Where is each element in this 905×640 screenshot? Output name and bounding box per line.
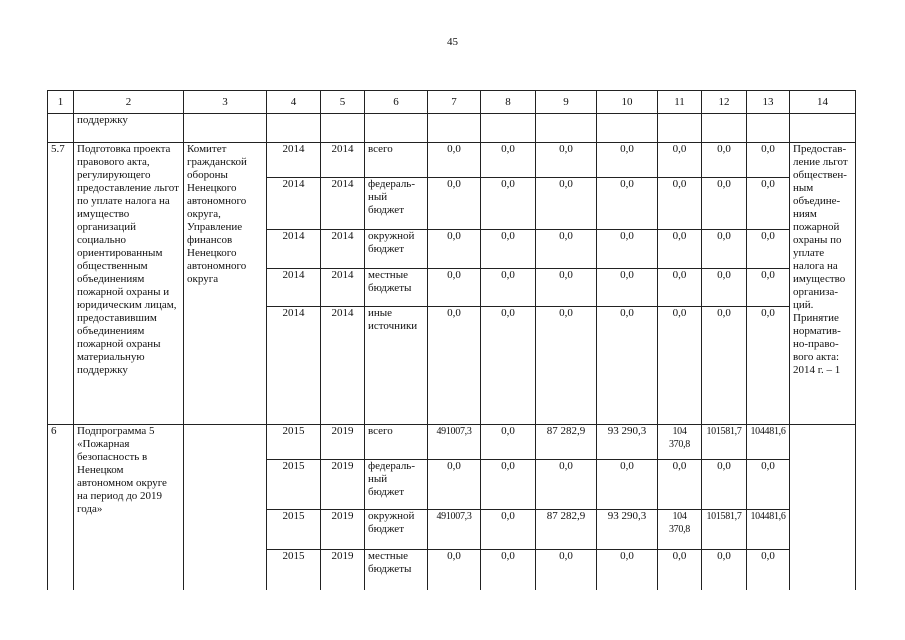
value-11: 104 370,8 xyxy=(658,425,702,460)
table-row xyxy=(48,143,856,178)
start-year: 2014 xyxy=(267,230,321,269)
value-7: 0,0 xyxy=(428,230,481,269)
value-13: 104481,6 xyxy=(747,510,790,550)
header-cell: 3 xyxy=(184,91,267,114)
end-year: 2019 xyxy=(321,510,365,550)
value-10: 93 290,3 xyxy=(597,510,658,550)
value-11: 0,0 xyxy=(658,550,702,590)
value-10: 0,0 xyxy=(597,230,658,269)
header-cell: 12 xyxy=(702,91,747,114)
program-table xyxy=(47,90,856,590)
value-9: 87 282,9 xyxy=(536,510,597,550)
value-11: 0,0 xyxy=(658,230,702,269)
value-10: 0,0 xyxy=(597,550,658,590)
value-8: 0,0 xyxy=(481,510,536,550)
continuation-row xyxy=(48,114,856,143)
value-10: 93 290,3 xyxy=(597,425,658,460)
value-8: 0,0 xyxy=(481,230,536,269)
end-year: 2014 xyxy=(321,178,365,230)
value-7: 0,0 xyxy=(428,550,481,590)
end-year: 2014 xyxy=(321,269,365,307)
value-10: 0,0 xyxy=(597,269,658,307)
value-7: 491007,3 xyxy=(428,425,481,460)
header-cell: 10 xyxy=(597,91,658,114)
value-7: 0,0 xyxy=(428,143,481,178)
value-9: 0,0 xyxy=(536,230,597,269)
item-name: Подготовка проекта правового акта, регулирующего предоставление льгот по уплате налога на имущество организаций социально ориентированным общественным объединениям пожарной охраны и юридическим лицам, предоставившим объединениям пожарной охраны материальную поддержку xyxy=(74,143,184,425)
item-result: Предостав-ление льгот обществен-ным объедине-ниям пожарной охраны по уплате налога на имущество организа-ций. Принятие норматив-но-право-вого акта: 2014 г. – 1 xyxy=(790,143,856,425)
header-cell: 8 xyxy=(481,91,536,114)
table-row xyxy=(48,425,856,460)
value-8: 0,0 xyxy=(481,269,536,307)
header-cell: 4 xyxy=(267,91,321,114)
value-12: 0,0 xyxy=(702,460,747,510)
funding-source: федераль-ный бюджет xyxy=(365,178,428,230)
value-10: 0,0 xyxy=(597,460,658,510)
start-year: 2014 xyxy=(267,143,321,178)
value-9: 0,0 xyxy=(536,178,597,230)
item-executor xyxy=(184,425,267,590)
value-12: 0,0 xyxy=(702,307,747,425)
value-9: 0,0 xyxy=(536,269,597,307)
value-10: 0,0 xyxy=(597,307,658,425)
value-11: 0,0 xyxy=(658,178,702,230)
end-year: 2019 xyxy=(321,460,365,510)
start-year: 2014 xyxy=(267,269,321,307)
header-cell: 9 xyxy=(536,91,597,114)
end-year: 2014 xyxy=(321,143,365,178)
value-12: 0,0 xyxy=(702,230,747,269)
value-13: 0,0 xyxy=(747,550,790,590)
value-13: 0,0 xyxy=(747,460,790,510)
start-year: 2015 xyxy=(267,510,321,550)
start-year: 2014 xyxy=(267,307,321,425)
value-13: 0,0 xyxy=(747,143,790,178)
funding-source: окружной бюджет xyxy=(365,230,428,269)
value-8: 0,0 xyxy=(481,178,536,230)
value-9: 0,0 xyxy=(536,460,597,510)
start-year: 2015 xyxy=(267,550,321,590)
funding-source: всего xyxy=(365,425,428,460)
end-year: 2019 xyxy=(321,550,365,590)
value-7: 0,0 xyxy=(428,178,481,230)
value-13: 104481,6 xyxy=(747,425,790,460)
funding-source: окружной бюджет xyxy=(365,510,428,550)
value-7: 491007,3 xyxy=(428,510,481,550)
value-10: 0,0 xyxy=(597,143,658,178)
item-result xyxy=(790,425,856,590)
value-8: 0,0 xyxy=(481,460,536,510)
value-9: 0,0 xyxy=(536,307,597,425)
funding-source: всего xyxy=(365,143,428,178)
funding-source: местные бюджеты xyxy=(365,269,428,307)
page-number: 45 xyxy=(447,36,458,48)
item-number: 6 xyxy=(48,425,74,590)
value-9: 87 282,9 xyxy=(536,425,597,460)
header-cell: 2 xyxy=(74,91,184,114)
value-13: 0,0 xyxy=(747,178,790,230)
value-12: 101581,7 xyxy=(702,425,747,460)
end-year: 2014 xyxy=(321,230,365,269)
header-cell: 1 xyxy=(48,91,74,114)
value-13: 0,0 xyxy=(747,307,790,425)
value-12: 0,0 xyxy=(702,143,747,178)
value-12: 101581,7 xyxy=(702,510,747,550)
value-8: 0,0 xyxy=(481,550,536,590)
value-9: 0,0 xyxy=(536,550,597,590)
header-cell: 11 xyxy=(658,91,702,114)
funding-source: федераль-ный бюджет xyxy=(365,460,428,510)
value-11: 104 370,8 xyxy=(658,510,702,550)
value-13: 0,0 xyxy=(747,230,790,269)
value-7: 0,0 xyxy=(428,269,481,307)
header-row xyxy=(48,91,856,114)
continuation-text: поддержку xyxy=(74,114,184,143)
start-year: 2014 xyxy=(267,178,321,230)
value-12: 0,0 xyxy=(702,178,747,230)
header-cell: 14 xyxy=(790,91,856,114)
value-7: 0,0 xyxy=(428,307,481,425)
value-8: 0,0 xyxy=(481,307,536,425)
value-11: 0,0 xyxy=(658,307,702,425)
funding-source: иные источники xyxy=(365,307,428,425)
header-cell: 6 xyxy=(365,91,428,114)
value-12: 0,0 xyxy=(702,550,747,590)
end-year: 2014 xyxy=(321,307,365,425)
header-cell: 5 xyxy=(321,91,365,114)
header-cell: 13 xyxy=(747,91,790,114)
start-year: 2015 xyxy=(267,460,321,510)
value-10: 0,0 xyxy=(597,178,658,230)
item-executor: Комитет гражданской обороны Ненецкого автономного округа, Управление финансов Ненецкого автономного округа xyxy=(184,143,267,425)
value-8: 0,0 xyxy=(481,425,536,460)
value-11: 0,0 xyxy=(658,143,702,178)
start-year: 2015 xyxy=(267,425,321,460)
value-11: 0,0 xyxy=(658,269,702,307)
value-9: 0,0 xyxy=(536,143,597,178)
item-name: Подпрограмма 5 «Пожарная безопасность в Ненецком автономном округе на период до 2019 года» xyxy=(74,425,184,590)
value-7: 0,0 xyxy=(428,460,481,510)
value-12: 0,0 xyxy=(702,269,747,307)
end-year: 2019 xyxy=(321,425,365,460)
value-11: 0,0 xyxy=(658,460,702,510)
value-8: 0,0 xyxy=(481,143,536,178)
funding-source: местные бюджеты xyxy=(365,550,428,590)
header-cell: 7 xyxy=(428,91,481,114)
value-13: 0,0 xyxy=(747,269,790,307)
item-number: 5.7 xyxy=(48,143,74,425)
